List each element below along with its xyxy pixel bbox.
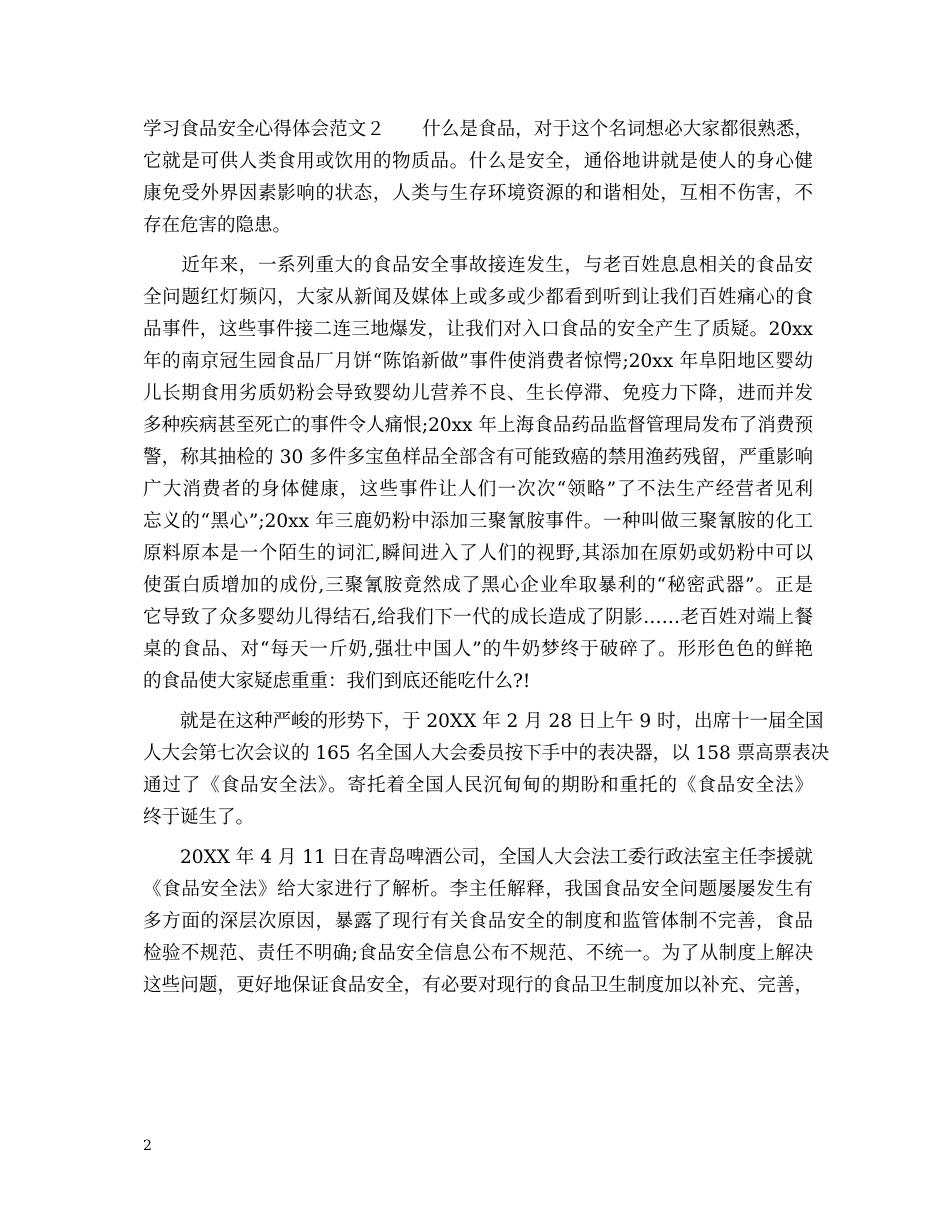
- text-line: 通过了《食品安全法》。寄托着全国人民沉甸甸的期盼和重托的《食品安全法》: [143, 775, 813, 796]
- text-line: 康免受外界因素影响的状态，人类与生存环境资源的和谐相处，互相不伤害，不: [143, 183, 813, 204]
- text-line: 20XX 年 4 月 11 日在青岛啤酒公司，全国人大会法工委行政法室主任李援就: [143, 847, 813, 868]
- page-number: 2: [143, 1138, 152, 1154]
- paragraph-intro: [143, 114, 813, 242]
- text-line: 近年来，一系列重大的食品安全事故接连发生，与老百姓息息相关的食品安: [143, 255, 813, 276]
- text-line: 警，称其抽检的 30 多件多宝鱼样品全部含有可能致癌的禁用渔药残留，严重影响: [143, 447, 813, 468]
- paragraph-law-passed: [143, 706, 830, 834]
- text-line: 全问题红灯频闪，大家从新闻及媒体上或多或少都看到听到让我们百姓痛心的食: [143, 287, 813, 308]
- text-line: 多方面的深层次原因，暴露了现行有关食品安全的制度和监管体制不完善，食品: [143, 911, 813, 932]
- text-line: 它导致了众多婴幼儿得结石,给我们下一代的成长造成了阴影……老百姓对端上餐: [143, 607, 813, 628]
- text-line: 使蛋白质增加的成份,三聚氰胺竟然成了黑心企业牟取暴利的“秘密武器”。正是: [143, 575, 813, 596]
- text-line: 广大消费者的身体健康，这些事件让人们一次次“领略”了不法生产经营者见利: [143, 479, 813, 500]
- text-line: 人大会第七次会议的 165 名全国人大会委员按下手中的表决器，以 158 票高票表决: [143, 743, 830, 764]
- text-line: 它就是可供人类食用或饮用的物质品。什么是安全，通俗地讲就是使人的身心健: [143, 151, 813, 172]
- text-line: 学习食品安全心得体会范文２ 什么是食品，对于这个名词想必大家都很熟悉，: [143, 119, 813, 140]
- text-line: 就是在这种严峻的形势下，于 20XX 年 2 月 28 日上午 9 时，出席十一届全国: [143, 711, 824, 732]
- text-line: 桌的食品、对“每天一斤奶,强壮中国人”的牛奶梦终于破碎了。形形色色的鲜艳: [143, 639, 813, 660]
- text-line: 存在危害的隐患。: [143, 215, 292, 236]
- document-body: [143, 114, 830, 1002]
- text-line: 检验不规范、责任不明确;食品安全信息公布不规范、不统一。为了从制度上解决: [143, 943, 813, 964]
- text-line: 多种疾病甚至死亡的事件令人痛恨;20xx 年上海食品药品监督管理局发布了消费预: [143, 415, 813, 436]
- text-line: 的食品使大家疑虑重重：我们到底还能吃什么?!: [143, 671, 531, 692]
- text-line: 忘义的“黑心”;20xx 年三鹿奶粉中添加三聚氰胺事件。一种叫做三聚氰胺的化工: [143, 511, 813, 532]
- text-line: 原料原本是一个陌生的词汇,瞬间进入了人们的视野,其添加在原奶或奶粉中可以: [143, 543, 813, 564]
- paragraph-incidents: [143, 250, 813, 698]
- text-line: 《食品安全法》给大家进行了解析。李主任解释，我国食品安全问题屡屡发生有: [143, 879, 813, 900]
- text-line: 儿长期食用劣质奶粉会导致婴幼儿营养不良、生长停滞、免疫力下降，进而并发: [143, 383, 813, 404]
- paragraph-law-explanation: [143, 842, 813, 1002]
- text-line: 年的南京冠生园食品厂月饼“陈馅新做”事件使消费者惊愕;20xx 年阜阳地区婴幼: [143, 351, 813, 372]
- text-line: 品事件，这些事件接二连三地爆发，让我们对入口食品的安全产生了质疑。20xx: [143, 319, 813, 340]
- text-line: 这些问题，更好地保证食品安全，有必要对现行的食品卫生制度加以补充、完善，: [143, 975, 813, 996]
- text-line: 终于诞生了。: [143, 807, 255, 828]
